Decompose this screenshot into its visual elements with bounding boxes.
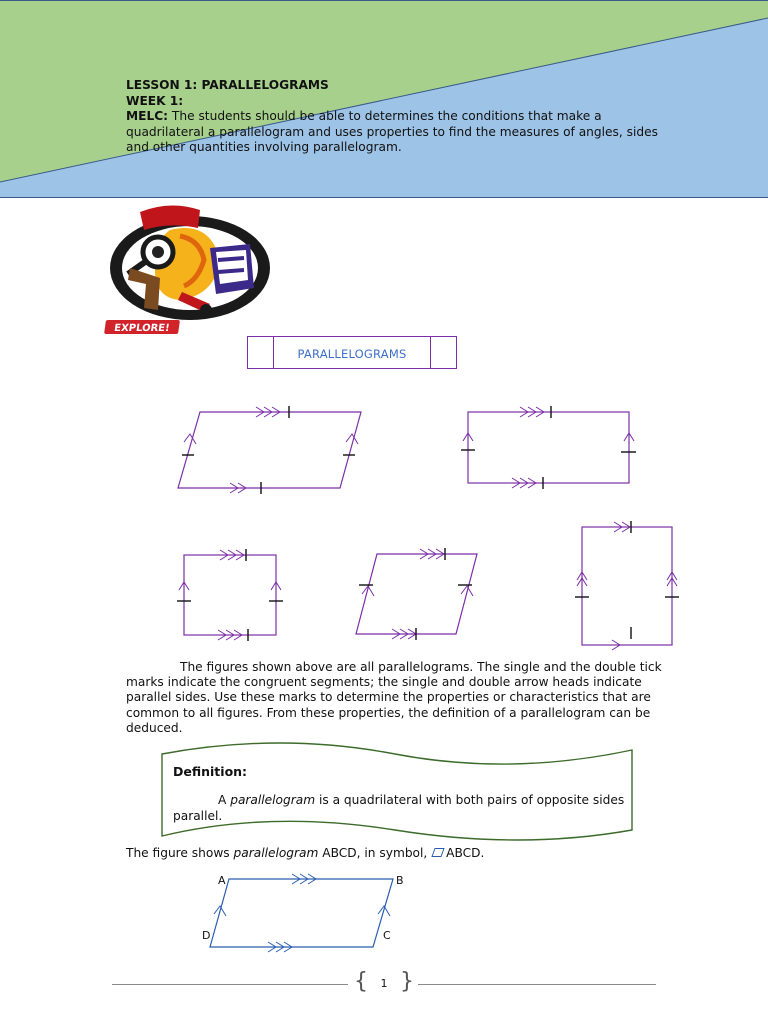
page-number-box bbox=[354, 969, 414, 995]
figure-square-3 bbox=[184, 555, 276, 635]
footer-rule-left bbox=[112, 984, 348, 985]
vertex-label-c: C bbox=[383, 929, 391, 942]
figure-parallelogram-1 bbox=[178, 412, 361, 488]
page-number: 1 bbox=[380, 977, 388, 990]
definition-term: parallelogram bbox=[230, 793, 316, 807]
explore-logo-text: EXPLORE! bbox=[113, 323, 171, 334]
vertex-label-b: B bbox=[396, 874, 404, 887]
definition-text-start: A bbox=[218, 793, 231, 807]
melc-text: The students should be able to determines the conditions that make a quadrilateral a parallelogram and uses properties to find the measures of angles, sides and other quantities involving parallelogram. bbox=[126, 109, 658, 154]
vertex-label-d: D bbox=[202, 929, 211, 942]
section-title: PARALLELOGRAMS bbox=[297, 347, 407, 361]
week-label: WEEK 1: bbox=[126, 93, 184, 108]
caption-middle: ABCD, in symbol, bbox=[318, 846, 432, 860]
melc-label: MELC: bbox=[126, 109, 169, 123]
figure-rectangle-2 bbox=[468, 412, 629, 483]
definition-text bbox=[173, 792, 633, 824]
footer-rule-right bbox=[418, 984, 656, 985]
caption-start: The figure shows bbox=[126, 846, 234, 860]
definition-heading: Definition: bbox=[173, 764, 248, 779]
caption-term: parallelogram bbox=[233, 846, 319, 860]
figure-rhombus-4 bbox=[356, 554, 477, 634]
left-brace-icon: { bbox=[354, 969, 368, 994]
right-brace-icon: } bbox=[400, 969, 414, 994]
parallelogram-symbol-icon bbox=[432, 848, 445, 857]
figure-caption bbox=[126, 846, 484, 860]
definition-text-end: is a quadrilateral with both pairs of opposite sides parallel. bbox=[173, 793, 625, 823]
caption-end: ABCD. bbox=[446, 846, 485, 860]
lesson-title: LESSON 1: PARALLELOGRAMS bbox=[126, 78, 329, 92]
figures-description: The figures shown above are all parallelograms. The single and the double tick marks indicate the congruent segments; the single and double arrow heads indicate parallel sides. Use these marks to determine the properties or characteristics that are common to all figures. From these properties, the definition of a parallelogram can be deduced. bbox=[126, 660, 662, 735]
vertex-label-a: A bbox=[218, 874, 226, 887]
figure-rectangle-5 bbox=[582, 527, 672, 645]
